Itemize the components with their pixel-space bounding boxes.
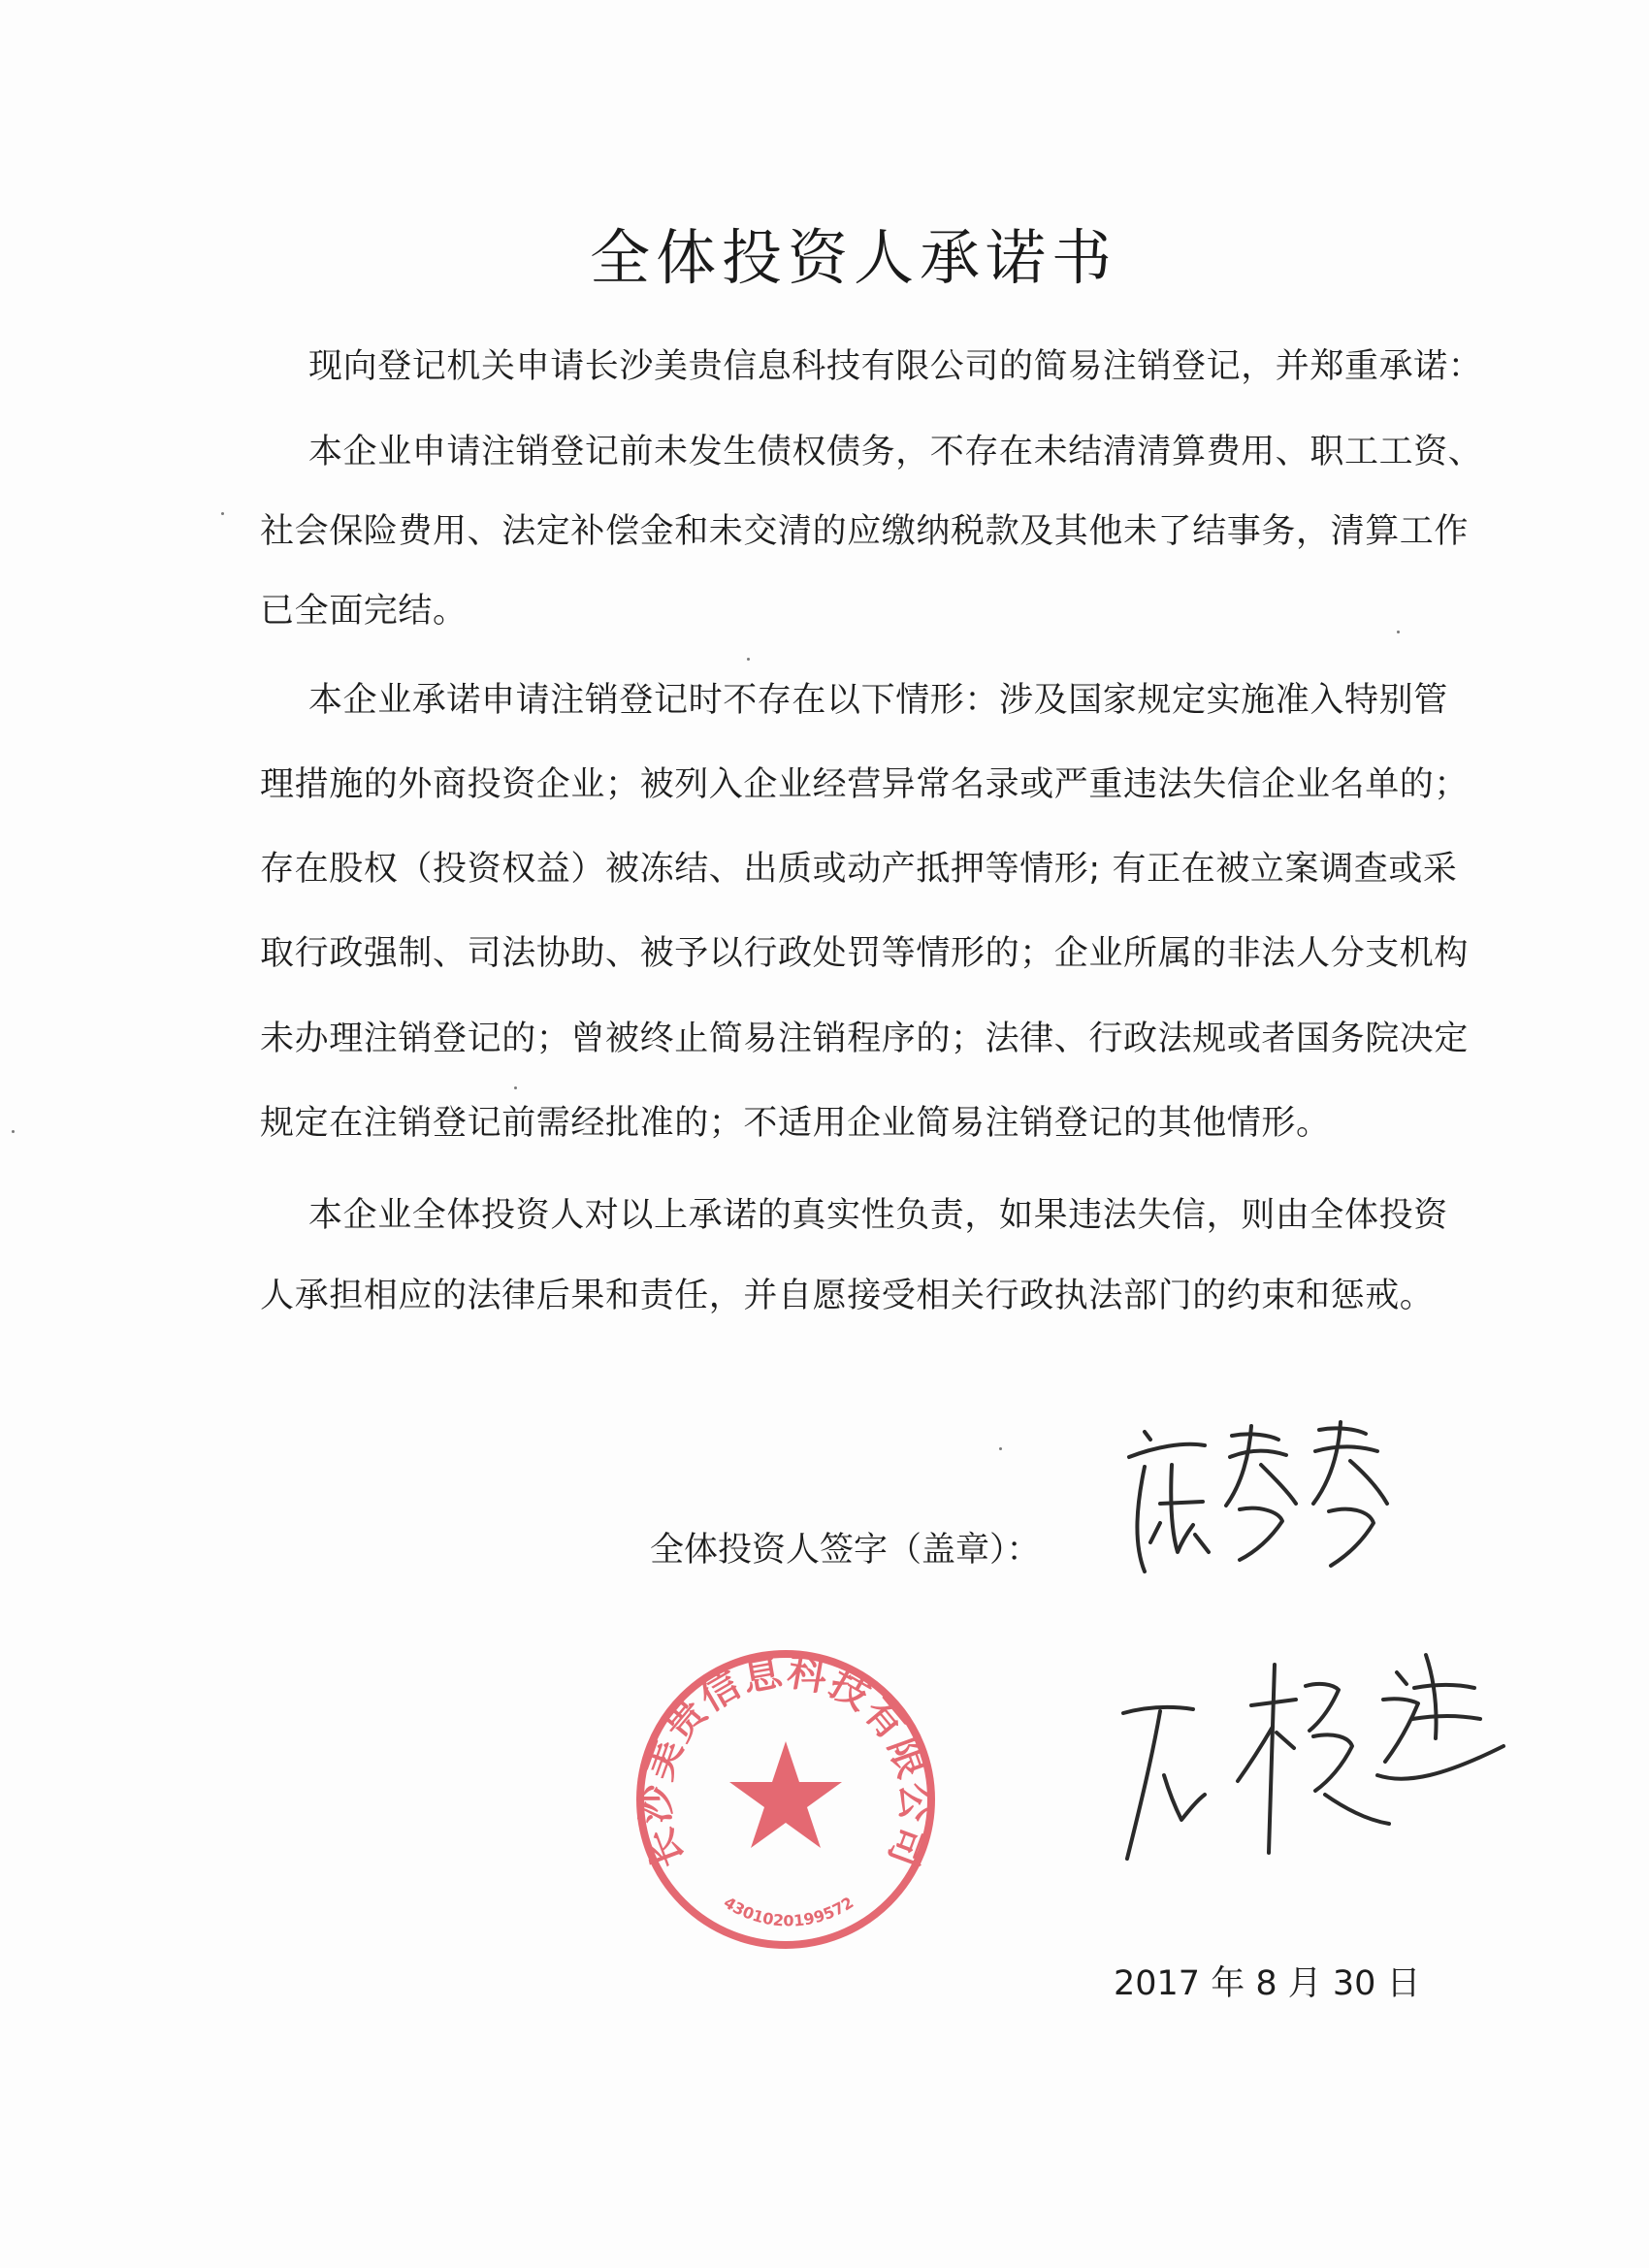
seal-star-icon <box>729 1741 842 1848</box>
document-title: 全体投资人承诺书 <box>589 222 1117 293</box>
paragraph-4-line-2: 人承担相应的法律后果和责任，并自愿接受相关行政执法部门的约束和惩戒。 <box>260 1277 1435 1315</box>
paragraph-3-line-5: 未办理注销登记的；曾被终止简易注销程序的；法律、行政法规或者国务院决定 <box>260 1020 1470 1058</box>
paragraph-2-line-2: 社会保险费用、法定补偿金和未交清的应缴纳税款及其他未了结事务，清算工作 <box>260 512 1470 551</box>
paragraph-3-line-2: 理措施的外商投资企业；被列入企业经营异常名录或严重违法失信企业名单的； <box>260 765 1470 804</box>
paragraph-1-line-1: 现向登记机关申请长沙美贵信息科技有限公司的简易注销登记，并郑重承诺： <box>308 347 1483 386</box>
seal-registration-number: 4301020199572 <box>720 1893 857 1930</box>
scan-speck <box>747 658 750 661</box>
paragraph-3-line-4: 取行政强制、司法协助、被予以行政处罚等情形的；企业所属的非法人分支机构 <box>260 934 1470 973</box>
seal-company-name: 长沙美贵信息科技有限公司 <box>633 1649 938 1874</box>
paragraph-3-line-3: 存在股权（投资权益）被冻结、出质或动产抵押等情形; 有正在被立案调查或采 <box>260 850 1458 889</box>
paragraph-2-line-1: 本企业申请注销登记前未发生债权债务，不存在未结清清算费用、职工工资、 <box>308 433 1483 471</box>
paragraph-4-line-1: 本企业全体投资人对以上承诺的真实性负责，如果违法失信，则由全体投资 <box>308 1196 1448 1235</box>
company-seal <box>630 1644 941 1955</box>
scan-speck <box>221 512 224 515</box>
scan-speck <box>12 1130 15 1133</box>
scan-speck <box>999 1447 1002 1450</box>
paragraph-3-line-1: 本企业承诺申请注销登记时不存在以下情形：涉及国家规定实施准入特别管 <box>308 681 1448 720</box>
paragraph-2-line-3: 已全面完结。 <box>260 592 468 631</box>
scan-speck <box>1397 631 1400 633</box>
signature-label: 全体投资人签字（盖章）： <box>650 1531 1041 1570</box>
paragraph-3-line-6: 规定在注销登记前需经批准的；不适用企业简易注销登记的其他情形。 <box>260 1104 1331 1143</box>
scan-speck <box>514 1086 517 1089</box>
investor-signature-1 <box>1116 1397 1426 1591</box>
investor-signature-2 <box>1106 1630 1523 1882</box>
document-date: 2017 年 8 月 30 日 <box>1114 1964 1421 2003</box>
